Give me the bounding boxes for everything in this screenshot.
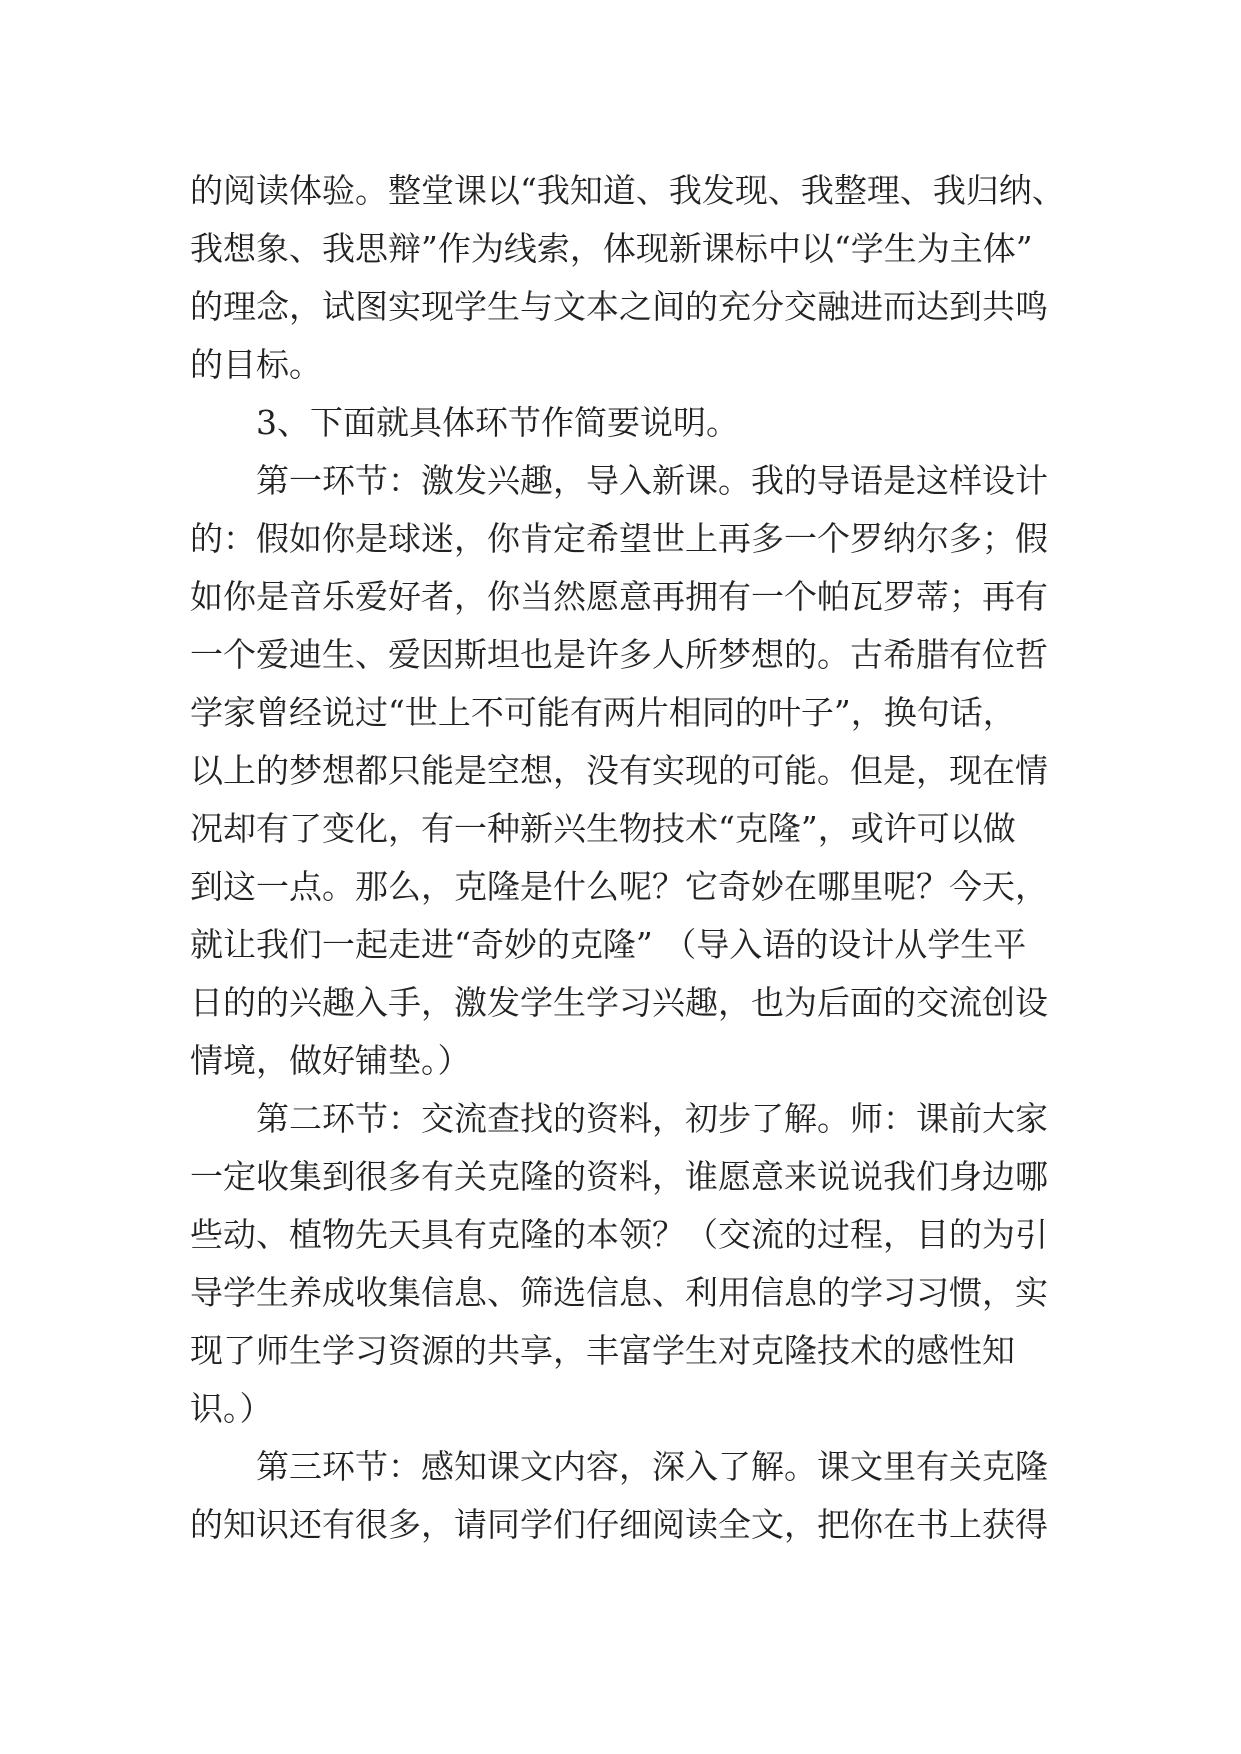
- text-line: 况却有了变化，有一种新兴生物技术“克隆”，或许可以做: [190, 809, 1016, 848]
- text-line: 情境，做好铺垫。）: [190, 1041, 471, 1080]
- text-line: 些动、植物先天具有克隆的本领？（交流的过程，目的为引: [190, 1215, 1048, 1254]
- document-body: [190, 162, 1065, 1554]
- text-line: 如你是音乐爱好者，你当然愿意再拥有一个帕瓦罗蒂；再有: [190, 577, 1048, 616]
- text-line: 第三环节：感知课文内容，深入了解。课文里有关克隆: [256, 1447, 1048, 1486]
- text-line: 导学生养成收集信息、筛选信息、利用信息的学习习惯，实: [190, 1273, 1048, 1312]
- text-line: 的理念，试图实现学生与文本之间的充分交融进而达到共鸣: [190, 287, 1048, 326]
- text-line: 现了师生学习资源的共享，丰富学生对克隆技术的感性知: [190, 1331, 1015, 1370]
- text-line: 我想象、我思辩”作为线索，体现新课标中以“学生为主体”: [190, 229, 1033, 268]
- text-line: 一定收集到很多有关克隆的资料，谁愿意来说说我们身边哪: [190, 1157, 1048, 1196]
- text-line: 的阅读体验。整堂课以“我知道、我发现、我整理、我归纳、: [190, 171, 1065, 210]
- text-line: 第一环节：激发兴趣，导入新课。我的导语是这样设计: [256, 461, 1048, 500]
- text-line: 的目标。: [190, 345, 322, 384]
- text-line: 一个爱迪生、爱因斯坦也是许多人所梦想的。古希腊有位哲: [190, 635, 1048, 674]
- text-line: 就让我们一起走进“奇妙的克隆” （导入语的设计从学生平: [190, 925, 1027, 964]
- text-line: 的：假如你是球迷，你肯定希望世上再多一个罗纳尔多；假: [190, 519, 1048, 558]
- text-line: 的知识还有很多，请同学们仔细阅读全文，把你在书上获得: [190, 1505, 1048, 1544]
- text-line: 第二环节：交流查找的资料，初步了解。师：课前大家: [256, 1099, 1048, 1138]
- text-line: 3、下面就具体环节作简要说明。: [256, 403, 739, 442]
- text-line: 以上的梦想都只能是空想，没有实现的可能。但是，现在情: [190, 751, 1048, 790]
- text-line: 日的的兴趣入手，激发学生学习兴趣，也为后面的交流创设: [190, 983, 1048, 1022]
- text-line: 到这一点。那么，克隆是什么呢？它奇妙在哪里呢？今天，: [190, 867, 1048, 906]
- text-line: 识。）: [190, 1389, 273, 1428]
- text-line: 学家曾经说过“世上不可能有两片相同的叶子”，换句话，: [190, 693, 1016, 732]
